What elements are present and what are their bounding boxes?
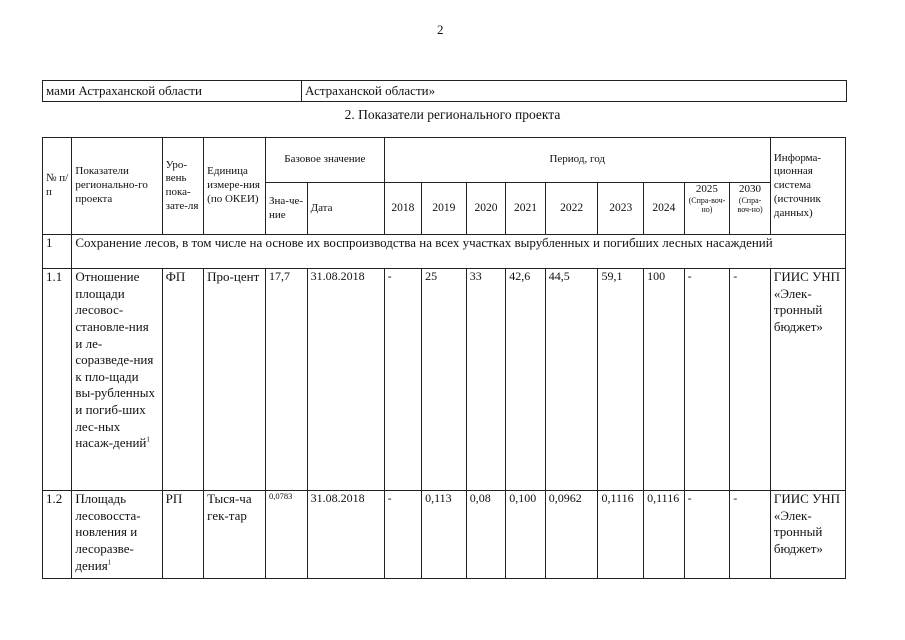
row-unit: Тыся-ча гек-тар xyxy=(204,491,266,579)
header-year-2018: 2018 xyxy=(384,183,422,235)
row-base-value: 17,7 xyxy=(266,269,308,491)
year-2030-label: 2030 xyxy=(739,183,762,195)
header-period: Период, год xyxy=(384,138,770,183)
row-value-2025: - xyxy=(684,269,730,491)
row-base-date: 31.08.2018 xyxy=(307,269,384,491)
header-base-value: Зна-че-ние xyxy=(266,183,308,235)
section-num: 1 xyxy=(43,235,72,269)
header-year-2030 xyxy=(730,183,771,235)
row-value-2018: - xyxy=(384,491,422,579)
row-value-2024: 100 xyxy=(644,269,685,491)
row-value-2025: - xyxy=(684,491,730,579)
row-indicator-name xyxy=(72,491,162,579)
row-value-2021: 0,100 xyxy=(506,491,546,579)
header-num: № п/п xyxy=(43,138,72,235)
year-2030-note: (Спра-воч-но) xyxy=(737,195,763,214)
header-info: Информа-ционная система (источник данных) xyxy=(770,138,845,235)
header-year-2022: 2022 xyxy=(545,183,598,235)
row-value-2030: - xyxy=(730,491,771,579)
row-unit: Про-цент xyxy=(204,269,266,491)
row-name-text: Площадь лесовосста-новления и лесоразве-дения xyxy=(75,491,141,573)
row-value-2024: 0,1116 xyxy=(644,491,685,579)
row-level: РП xyxy=(162,491,204,579)
header-year-2025 xyxy=(684,183,730,235)
header-row-1 xyxy=(43,138,846,183)
header-indicator: Показатели регионально-го проекта xyxy=(72,138,162,235)
row-value-2020: 33 xyxy=(466,269,506,491)
row-level: ФП xyxy=(162,269,204,491)
header-level: Уро-вень пока-зате-ля xyxy=(162,138,204,235)
row-value-2020: 0,08 xyxy=(466,491,506,579)
year-2025-note: (Спра-воч-но) xyxy=(688,195,726,214)
header-unit: Единица измере-ния (по ОКЕИ) xyxy=(204,138,266,235)
header-year-2019: 2019 xyxy=(422,183,467,235)
row-base-date: 31.08.2018 xyxy=(307,491,384,579)
row-value-2019: 25 xyxy=(422,269,467,491)
header-base-date: Дата xyxy=(307,183,384,235)
indicators-table xyxy=(42,137,846,579)
row-value-2019: 0,113 xyxy=(422,491,467,579)
row-value-2023: 59,1 xyxy=(598,269,644,491)
section-text: Сохранение лесов, в том числе на основе их воспроизводства на всех участках вырубленных и погибших лесных насаждений xyxy=(72,235,846,269)
row-value-2018: - xyxy=(384,269,422,491)
header-year-2020: 2020 xyxy=(466,183,506,235)
page-number: 2 xyxy=(437,22,444,37)
row-footnote: 1 xyxy=(107,558,112,567)
row-num: 1.2 xyxy=(43,491,72,579)
row-name-text: Отношение площади лесовос-становле-ния и ле-соразведе-ния к пло-щади вы-рубленных и погиб-ших лес-ных насаж-дений xyxy=(75,269,155,451)
table-row xyxy=(43,491,846,579)
header-year-2024: 2024 xyxy=(644,183,685,235)
row-indicator-name xyxy=(72,269,162,491)
header-year-2023: 2023 xyxy=(598,183,644,235)
top-row-left: мами Астраханской области xyxy=(43,81,302,102)
row-info-system: ГИИС УНП «Элек-тронный бюджет» xyxy=(770,269,845,491)
section-title: 2. Показатели регионального проекта xyxy=(344,107,561,122)
row-value-2021: 42,6 xyxy=(506,269,546,491)
header-year-2021: 2021 xyxy=(506,183,546,235)
year-2025-label: 2025 xyxy=(695,183,718,195)
row-value-2022: 0,0962 xyxy=(545,491,598,579)
row-num: 1.1 xyxy=(43,269,72,491)
row-info-system: ГИИС УНП «Элек-тронный бюджет» xyxy=(770,491,845,579)
header-continuation-table xyxy=(42,80,847,102)
header-base: Базовое значение xyxy=(266,138,385,183)
row-value-2030: - xyxy=(730,269,771,491)
row-footnote: 1 xyxy=(146,435,150,444)
row-value-2022: 44,5 xyxy=(545,269,598,491)
table-row xyxy=(43,269,846,491)
row-base-value: 0,0783 xyxy=(266,491,308,579)
row-value-2023: 0,1116 xyxy=(598,491,644,579)
top-row-right: Астраханской области» xyxy=(302,81,847,102)
section-row xyxy=(43,235,846,269)
